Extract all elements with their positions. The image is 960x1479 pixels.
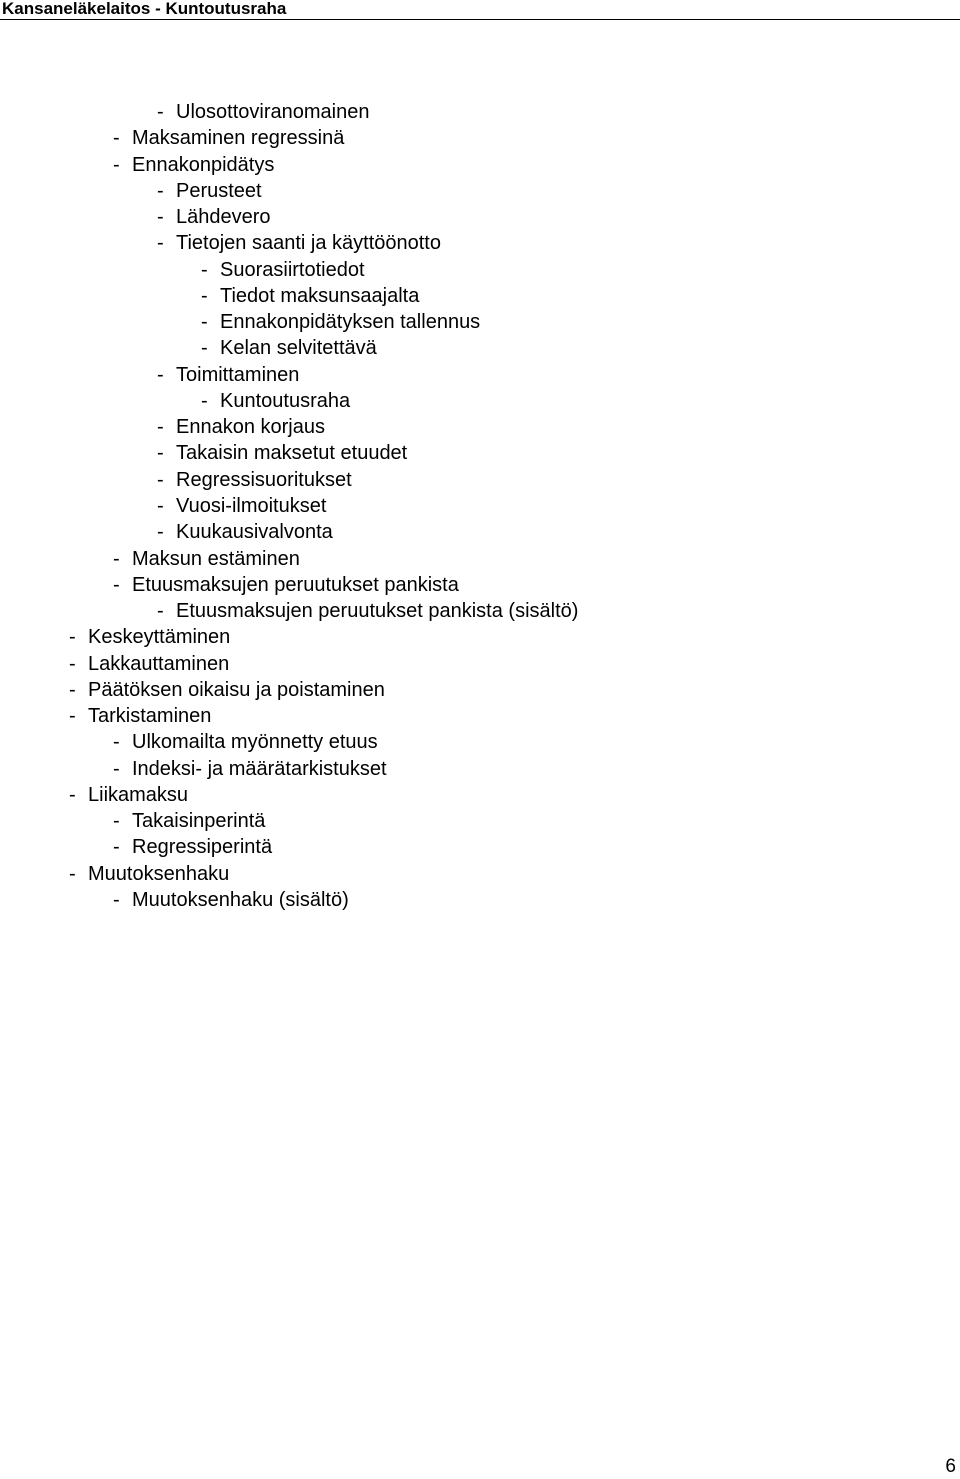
- toc-item-label: Regressisuoritukset: [176, 468, 352, 491]
- toc-item-label: Etuusmaksujen peruutukset pankista: [132, 573, 459, 596]
- toc-item-label: Kuukausivalvonta: [176, 521, 333, 544]
- toc-item: [0, 598, 578, 624]
- toc-item: [0, 519, 578, 545]
- toc-item: [0, 729, 578, 755]
- list-dash: -: [157, 363, 164, 386]
- toc-item: [0, 808, 578, 834]
- toc-item: [0, 677, 578, 703]
- toc-item-label: Toimittaminen: [176, 363, 300, 386]
- page-header-title: Kansaneläkelaitos - Kuntoutusraha: [2, 0, 287, 18]
- toc-item-label: Regressiperintä: [132, 836, 273, 859]
- list-dash: -: [113, 836, 120, 859]
- list-dash: -: [113, 888, 120, 911]
- list-dash: -: [201, 311, 208, 334]
- toc-item-label: Kuntoutusraha: [220, 389, 351, 412]
- toc-item: [0, 414, 578, 440]
- list-dash: -: [69, 626, 76, 649]
- toc-item: [0, 624, 578, 650]
- toc-item-label: Perusteet: [176, 179, 262, 202]
- toc-item-label: Muutoksenhaku: [88, 862, 230, 885]
- toc-item: [0, 99, 578, 125]
- toc-item-label: Keskeyttäminen: [88, 626, 231, 649]
- toc-item-label: Tiedot maksunsaajalta: [220, 284, 420, 307]
- toc-item-label: Liikamaksu: [88, 783, 189, 806]
- toc-item: [0, 887, 578, 913]
- list-dash: -: [113, 757, 120, 780]
- list-dash: -: [69, 652, 76, 675]
- list-dash: -: [157, 101, 164, 123]
- toc-item-label: Tarkistaminen: [88, 705, 212, 728]
- list-dash: -: [113, 153, 120, 176]
- list-dash: -: [157, 416, 164, 439]
- toc-item-label: Vuosi-ilmoitukset: [176, 494, 327, 517]
- list-dash: -: [201, 337, 208, 360]
- toc-item-label: Ennakon korjaus: [176, 416, 325, 439]
- toc-item: [0, 230, 578, 256]
- list-dash: -: [69, 705, 76, 728]
- toc-item-label: Lähdevero: [176, 206, 271, 229]
- toc-item-label: Takaisinperintä: [132, 810, 266, 833]
- toc-item-label: Maksaminen regressinä: [132, 127, 345, 150]
- toc-item-label: Suorasiirtotiedot: [220, 258, 365, 281]
- list-dash: -: [69, 678, 76, 701]
- toc-item: [0, 362, 578, 388]
- toc-item: [0, 834, 578, 860]
- list-dash: -: [157, 521, 164, 544]
- toc-item-label: Lakkauttaminen: [88, 652, 230, 675]
- list-dash: -: [113, 127, 120, 150]
- toc-item-label: Etuusmaksujen peruutukset pankista (sisältö): [176, 600, 579, 623]
- toc-item: [0, 309, 578, 335]
- toc-item-label: Indeksi- ja määrätarkistukset: [132, 757, 387, 780]
- list-dash: -: [157, 232, 164, 255]
- list-dash: -: [113, 573, 120, 596]
- toc-item: [0, 782, 578, 808]
- toc-item: [0, 467, 578, 493]
- list-dash: -: [157, 206, 164, 229]
- toc-item: [0, 572, 578, 598]
- list-dash: -: [157, 442, 164, 465]
- list-dash: -: [113, 810, 120, 833]
- page-number: 6: [945, 1456, 956, 1477]
- toc-item: [0, 493, 578, 519]
- toc-item: [0, 178, 578, 204]
- list-dash: -: [157, 494, 164, 517]
- list-dash: -: [201, 389, 208, 412]
- toc-item: [0, 703, 578, 729]
- toc-item-label: Ennakonpidätys: [132, 153, 275, 176]
- list-dash: -: [157, 468, 164, 491]
- toc-item: [0, 861, 578, 887]
- list-dash: -: [201, 284, 208, 307]
- toc-item: [0, 283, 578, 309]
- list-dash: -: [113, 547, 120, 570]
- header-divider: [0, 19, 960, 20]
- toc-item: [0, 440, 578, 466]
- toc-item: [0, 388, 578, 414]
- toc-item: [0, 546, 578, 572]
- toc-item-label: Takaisin maksetut etuudet: [176, 442, 408, 465]
- list-dash: -: [201, 258, 208, 281]
- toc-item-label: Ulkomailta myönnetty etuus: [132, 731, 378, 754]
- list-dash: -: [157, 179, 164, 202]
- toc-item: [0, 335, 578, 361]
- list-dash: -: [157, 600, 164, 623]
- toc-item-label: Kelan selvitettävä: [220, 337, 377, 360]
- list-dash: -: [69, 862, 76, 885]
- toc-item: [0, 257, 578, 283]
- toc-item-label: Ulosottoviranomainen: [176, 101, 370, 123]
- toc-item-label: Maksun estäminen: [132, 547, 300, 570]
- toc-item-label: Muutoksenhaku (sisältö): [132, 888, 349, 911]
- toc-item-label: Ennakonpidätyksen tallennus: [220, 311, 481, 334]
- toc-item: [0, 204, 578, 230]
- table-of-contents: [0, 99, 578, 913]
- toc-item: [0, 756, 578, 782]
- list-dash: -: [69, 783, 76, 806]
- toc-item: [0, 152, 578, 178]
- toc-item-label: Päätöksen oikaisu ja poistaminen: [88, 678, 385, 701]
- list-dash: -: [113, 731, 120, 754]
- toc-item: [0, 651, 578, 677]
- toc-item: [0, 125, 578, 151]
- toc-item-label: Tietojen saanti ja käyttöönotto: [176, 232, 441, 255]
